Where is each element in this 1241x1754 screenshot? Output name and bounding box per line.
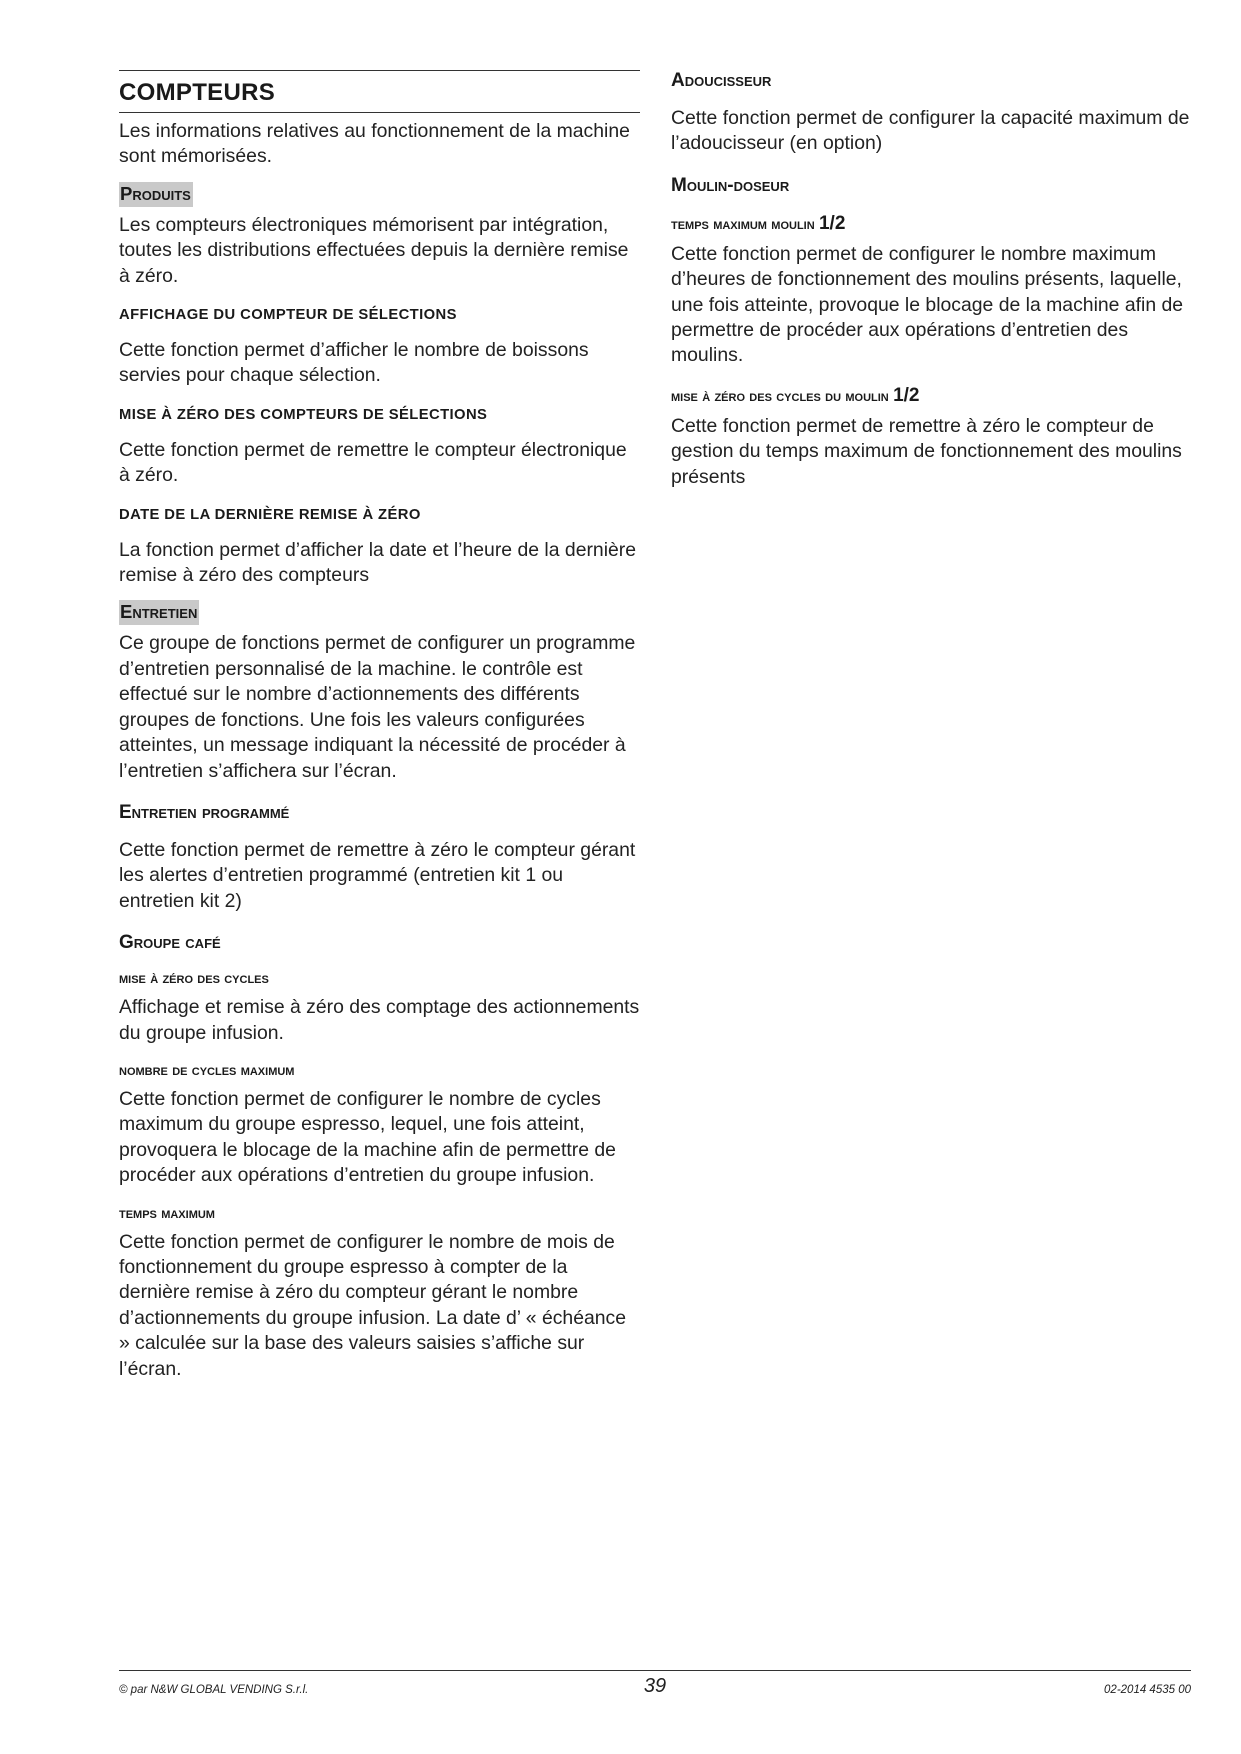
groupe-cafe-heading: Groupe café xyxy=(119,932,221,954)
raz-selections-text: Cette fonction permet de remettre le compteur électronique à zéro. xyxy=(119,438,627,487)
date-raz-text: La fonction permet d’afficher la date et l’heure de la dernière remise à zéro des compteurs xyxy=(119,538,637,587)
footer-copyright: © par N&W GLOBAL VENDING S.r.l. xyxy=(119,1684,309,1696)
entretien-programme-heading: Entretien programmé xyxy=(119,801,290,823)
raz-moulin-label: mise à zéro des cycles du moulin xyxy=(671,387,889,405)
page-number: 39 xyxy=(643,1675,667,1697)
entretien-text: Ce groupe de fonctions permet de configurer un programme d’entretien personnalisé de la machine. le contrôle est effectué sur le nombre d’actionnements des différents groupes de fonctions. Une fois les valeurs configurées atteintes, un message indiquant la nécessité de procéder à l’entretien s’affichera sur l’écran. xyxy=(119,632,636,782)
nb-cycles-text: Cette fonction permet de configurer le nombre de cycles maximum du groupe espresso, lequel, une fois atteint, provoquera le blocage de la machine afin de permettre de procéder aux opérations d’entretien du groupe infusion. xyxy=(119,1087,616,1187)
page-footer xyxy=(119,1670,1191,1705)
temps-moulin-text: Cette fonction permet de configurer le nombre maximum d’heures de fonctionnement des moulins présents, laquelle, une fois atteinte, provoque le blocage de la machine afin de permettre de procéder aux opérations d’entretien des moulins. xyxy=(671,242,1184,367)
nb-cycles-heading: nombre de cycles maximum xyxy=(119,1061,295,1079)
intro-text: Les informations relatives au fonctionnement de la machine sont mémorisées. xyxy=(119,120,630,168)
date-raz-heading: DATE DE LA DERNIÈRE REMISE À ZÉRO xyxy=(119,506,421,523)
affichage-heading: AFFICHAGE DU COMPTEUR DE SÉLECTIONS xyxy=(119,307,457,324)
temps-moulin-number: 1/2 xyxy=(818,212,846,234)
temps-max-text: Cette fonction permet de configurer le nombre de mois de fonctionnement du groupe espresso à compter de la dernière remise à zéro du compteur gérant le nombre d’actionnements du groupe infusion. La date d’ « échéance » calculée sur la base des valeurs saisies s’affiche sur l’écran. xyxy=(119,1230,627,1380)
temps-moulin-heading xyxy=(671,213,1191,235)
right-column xyxy=(671,70,1191,498)
raz-moulin-number: 1/2 xyxy=(893,384,920,406)
raz-moulin-heading xyxy=(671,385,1191,407)
footer-doc-code: 02-2014 4535 00 xyxy=(1104,1684,1191,1696)
affichage-text: Cette fonction permet d’afficher le nombre de boissons servies pour chaque sélection. xyxy=(119,339,589,387)
left-column xyxy=(119,70,640,1390)
adoucisseur-heading: Adoucisseur xyxy=(671,70,772,91)
produits-text: Les compteurs électroniques mémorisent par intégration, toutes les distributions effectuées depuis la dernière remise à zéro. xyxy=(119,213,629,287)
raz-selections-heading: MISE À ZÉRO DES COMPTEURS DE SÉLECTIONS xyxy=(119,406,488,423)
raz-cycles-heading: mise à zéro des cycles xyxy=(119,970,269,988)
entretien-heading: Entretien xyxy=(119,600,199,625)
moulin-doseur-heading: Moulin-doseur xyxy=(671,174,790,196)
produits-heading: Produits xyxy=(119,182,193,207)
section-title: COMPTEURS xyxy=(119,70,640,113)
raz-cycles-text: Affichage et remise à zéro des comptage des actionnements du groupe infusion. xyxy=(119,996,640,1044)
temps-moulin-label: temps maximum moulin xyxy=(671,215,815,233)
raz-moulin-text: Cette fonction permet de remettre à zéro le compteur de gestion du temps maximum de fonctionnement des moulins présents xyxy=(671,414,1182,488)
adoucisseur-text: Cette fonction permet de configurer la capacité maximum de l’adoucisseur (en option) xyxy=(671,107,1190,155)
entretien-programme-text: Cette fonction permet de remettre à zéro le compteur gérant les alertes d’entretien programmé (entretien kit 1 ou entretien kit 2) xyxy=(119,838,636,912)
temps-max-heading: temps maximum xyxy=(119,1204,215,1222)
